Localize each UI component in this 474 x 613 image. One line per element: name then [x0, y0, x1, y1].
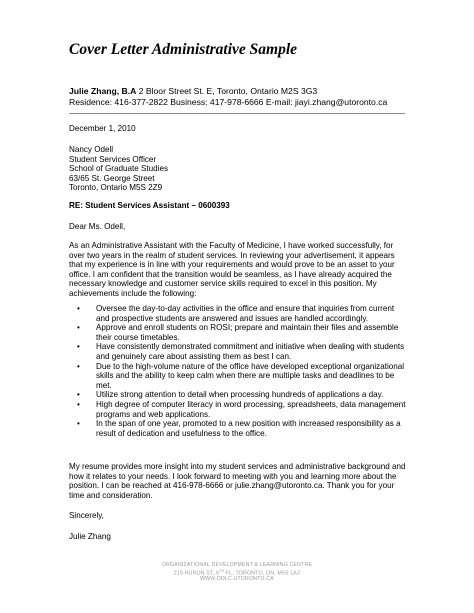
list-item	[69, 304, 409, 323]
list-item-text: Have consistently demonstrated commitment and initiative when dealing with students and genuinely care about assisting them as best I can.	[96, 342, 405, 361]
list-item-text: High degree of computer literacy in word processing, spreadsheets, data management programs and web applications.	[96, 399, 406, 419]
list-item	[69, 419, 409, 438]
list-item-text: Oversee the day-to-day activities in the office and ensure that inquiries from current and prospective students are answered and issues are handled accordingly.	[96, 304, 395, 323]
document-title: Cover Letter Administrative Sample	[69, 41, 298, 58]
recipient-line: Toronto, Ontario M5S 2Z9	[69, 183, 163, 193]
bullet-icon: •	[77, 342, 80, 352]
sign-off: Sincerely,	[69, 511, 104, 520]
list-item-text: Due to the high-volume nature of the office have developed exceptional organizational skills and the ability to keep calm when there are multiple tasks and deadlines to be met.	[96, 361, 405, 390]
list-item	[69, 390, 409, 400]
bullet-icon: •	[77, 399, 80, 409]
closing-paragraph: My resume provides more insight into my student services and administrative background and how it relates to your needs. I look forward to meeting with you and learning more about the position. I can be reached at 416-978-6666 or julie.zhang@utoronto.ca. Thank you for your time and consideration.	[69, 462, 406, 500]
list-item	[69, 342, 409, 361]
bullet-icon: •	[77, 419, 80, 429]
footer-address-superscript: TH	[219, 569, 225, 573]
intro-paragraph: As an Administrative Assistant with the Faculty of Medicine, I have worked successfully, for over two years in the realm of student services. In reviewing your advertisement, it appears that my experience is in line with your requirements and would prove to be an asset to your office. I am confident that the transition would be seamless, as I have already acquired the necessary knowledge and customer service skills required to excel in this position. My achievements include the following:	[69, 241, 395, 298]
list-item	[69, 400, 409, 419]
recipient-address	[69, 145, 168, 193]
list-item-text: Utilize strong attention to detail when processing hundreds of applications a day.	[96, 390, 384, 400]
bullet-icon: •	[77, 361, 80, 371]
footer-address-start: 215 HURON ST, 6	[173, 570, 220, 577]
list-item-text: Approve and enroll students on ROSI; prepare and maintain their files and assemble their course timetables.	[96, 323, 399, 342]
list-item	[69, 323, 409, 342]
footer-org-name: ORGANIZATIONAL DEVELOPMENT & LEARNING CENTRE	[161, 562, 313, 568]
sender-contact-line: Residence: 416-377-2822 Business: 417-978-6666 E-mail: jiayi.zhang@utoronto.ca	[69, 96, 388, 107]
bullet-icon: •	[77, 304, 80, 313]
achievements-list	[69, 304, 409, 438]
letter-date: December 1, 2010	[69, 124, 136, 133]
list-item	[69, 362, 409, 391]
list-item-text: In the span of one year, promoted to a new position with increased responsibility as a result of dedication and usefulness to the office.	[96, 419, 401, 438]
signature-name: Julie Zhang	[69, 532, 111, 541]
bullet-icon: •	[77, 390, 80, 400]
subject-line: RE: Student Services Assistant – 0600393	[69, 201, 230, 210]
recipient-line: School of Graduate Studies	[69, 164, 168, 174]
recipient-line: 63/65 St. George Street	[69, 173, 155, 183]
bullet-icon: •	[77, 323, 80, 333]
sender-address: 2 Bloor Street St. E, Toronto, Ontario M2S 3G3	[136, 86, 318, 96]
footer-address-end: FL, TORONTO, ON, M5S 1A2	[224, 570, 301, 577]
sender-name: Julie Zhang, B.A	[69, 86, 137, 96]
header-divider	[69, 113, 405, 114]
sender-name-address-line	[69, 86, 387, 97]
sender-header	[69, 86, 387, 108]
recipient-line: Nancy Odell	[69, 145, 114, 154]
footer-website-link[interactable]: WWW.ODLC.UTORONTO.CA	[200, 576, 274, 582]
recipient-line: Student Services Officer	[69, 154, 157, 164]
salutation: Dear Ms. Odell,	[69, 222, 126, 231]
